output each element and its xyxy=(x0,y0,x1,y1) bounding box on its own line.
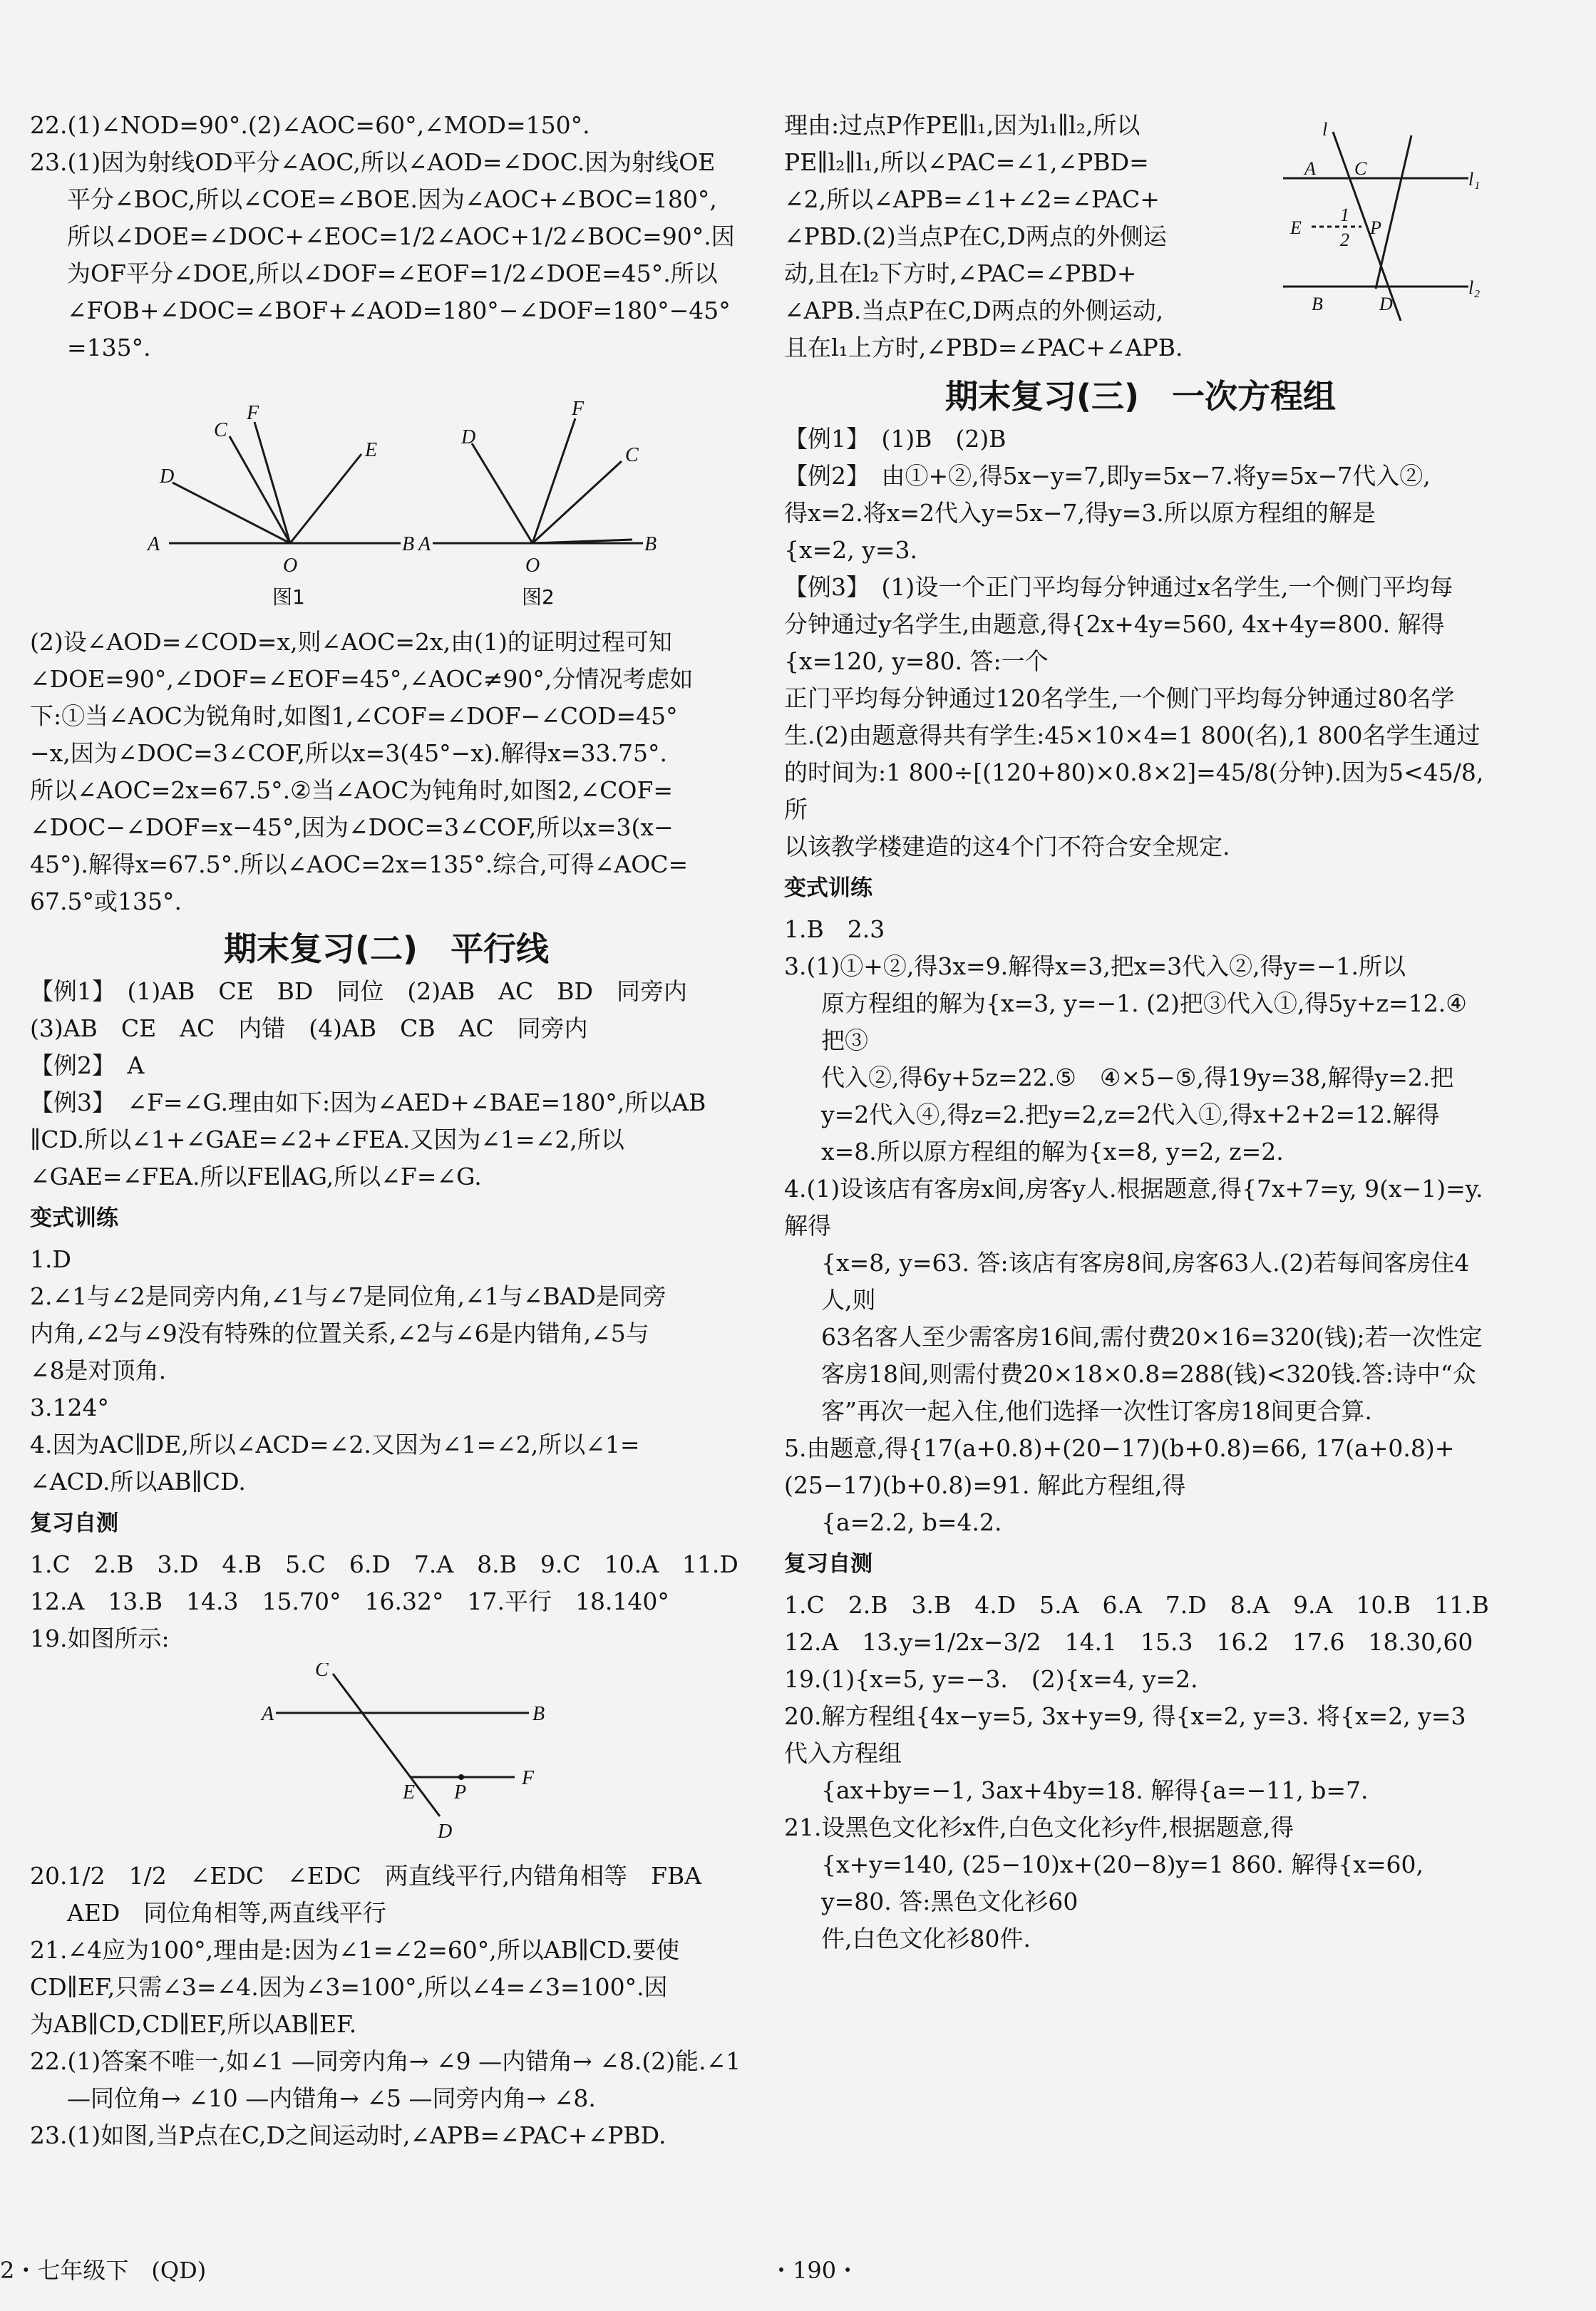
answer-22: 22.(1)∠NOD=90°.(2)∠AOC=60°,∠MOD=150°. xyxy=(30,111,590,139)
training-line: 内角,∠2与∠9没有特殊的位置关系,∠2与∠6是内错角,∠5与 xyxy=(30,1319,649,1347)
section-title: 期末复习(二) 平行线 xyxy=(223,930,550,968)
figure-label: F xyxy=(572,398,585,420)
training-line: 2.∠1与∠2是同旁内角,∠1与∠7是同位角,∠1与∠BAD是同旁 xyxy=(30,1282,666,1310)
training-line: x=8.所以原方程组的解为{x=8, y=2, z=2. xyxy=(821,1138,1284,1165)
training-line: 4.(1)设该店有客房x间,房客y人.根据题意,得{7x+7=y, 9(x−1)=y. 解得 xyxy=(784,1175,1483,1240)
answer-22b: 22.(1)答案不唯一,如∠1 —同旁内角→ ∠9 —内错角→ ∠8.(2)能.∠1 xyxy=(30,2047,741,2075)
subsection-title: 复习自测 xyxy=(784,1551,872,1577)
figure-label: l₁ xyxy=(1468,169,1481,190)
training-line: {a=2.2, b=4.2. xyxy=(821,1508,1002,1536)
training-line: 原方程组的解为{x=3, y=−1. (2)把③代入①,得5y+z=12.④ 把③ xyxy=(821,989,1491,1054)
answer-row: 1.C 2.B 3.B 4.D 5.A 6.A 7.D 8.A 9.A 10.B 11.B xyxy=(784,1591,1489,1619)
answer-23-line: 23.(1)因为射线OD平分∠AOC,所以∠AOD=∠DOC.因为射线OE xyxy=(30,148,716,176)
training-line: {x=8, y=63. 答:该店有客房8间,房客63人.(2)若每间客房住4人,则 xyxy=(821,1249,1470,1314)
training-line: 4.因为AC∥DE,所以∠ACD=∠2.又因为∠1=∠2,所以∠1= xyxy=(30,1431,640,1458)
answer-20: {ax+by=−1, 3ax+4by=18. 解得{a=−11, b=7. xyxy=(821,1776,1369,1804)
training-line: ∠8是对顶角. xyxy=(30,1357,167,1384)
figure-label: A xyxy=(1304,158,1316,179)
figure-label: B xyxy=(644,533,657,555)
answer-row: 12.A 13.y=1/2x−3/2 14.1 15.3 16.2 17.6 18.30,60 xyxy=(784,1628,1473,1656)
answer-23-2-line: ∠DOE=90°,∠DOF=∠EOF=45°,∠AOC≠90°,分情况考虑如 xyxy=(30,665,694,693)
training-line: 代入②,得6y+5z=22.⑤ ④×5−⑤,得19y=38,解得y=2.把 xyxy=(821,1064,1454,1091)
training-line: 客房18间,则需付费20×18×0.8=288(钱)<320钱.答:诗中“众 xyxy=(821,1360,1476,1388)
answer-22b: —同位角→ ∠10 —内错角→ ∠5 —同旁内角→ ∠8. xyxy=(67,2084,596,2112)
figure-label: F xyxy=(247,402,259,424)
example-line: ∥CD.所以∠1+∠GAE=∠2+∠FEA.又因为∠1=∠2,所以 xyxy=(30,1126,624,1153)
answer-21: CD∥EF,只需∠3=∠4.因为∠3=100°,所以∠4=∠3=100°.因 xyxy=(30,1973,668,2001)
answer-19: 19.(1){x=5, y=−3. (2){x=4, y=2. xyxy=(784,1665,1198,1693)
subsection-title: 变式训练 xyxy=(30,1205,118,1231)
figure-transversal xyxy=(1255,107,1490,321)
answer-23-line: 平分∠BOC,所以∠COE=∠BOE.因为∠AOC+∠BOC=180°, xyxy=(67,185,717,213)
answer-23-2-line: 下:①当∠AOC为锐角时,如图1,∠COF=∠DOF−∠COD=45° xyxy=(30,702,678,730)
footer-grade: 2・七年级下 (QD) xyxy=(0,2257,207,2284)
figure-caption: 图1 xyxy=(272,585,305,607)
training-line: 5.由题意,得{17(a+0.8)+(20−17)(b+0.8)=66, 17(a+0.8)+(25−17)(b+0.8)=91. 解此方程组,得 xyxy=(784,1434,1455,1499)
answer-23-2-line: 67.5°或135°. xyxy=(30,887,182,915)
example-line: ∠GAE=∠FEA.所以FE∥AG,所以∠F=∠G. xyxy=(30,1163,482,1190)
subsection-title: 复习自测 xyxy=(30,1510,118,1536)
answer-21: 为AB∥CD,CD∥EF,所以AB∥EF. xyxy=(30,2010,357,2038)
answer-23-line: 所以∠DOE=∠DOC+∠EOC=1/2∠AOC+1/2∠BOC=90°.因 xyxy=(67,222,735,250)
figure-label: B xyxy=(1312,294,1323,314)
figure-label: D xyxy=(160,465,175,488)
figure-label: O xyxy=(525,555,540,577)
training-line: 3.(1)①+②,得3x=9.解得x=3,把x=3代入②,得y=−1.所以 xyxy=(784,952,1406,980)
page-number: ・190・ xyxy=(770,2257,860,2284)
figure-label: 1 xyxy=(1340,205,1349,225)
answer-23-line: ∠FOB+∠DOC=∠BOF+∠AOD=180°−∠DOF=180°−45° xyxy=(67,297,731,324)
example-line: 得x=2.将x=2代入y=5x−7,得y=3.所以原方程组的解是 xyxy=(784,499,1376,527)
figure-label: F xyxy=(522,1767,535,1789)
example-line: 的时间为:1 800÷[(120+80)×0.8×2]=45/8(分钟).因为5<45/8,所 xyxy=(784,758,1484,823)
answer-23-line: =135°. xyxy=(67,334,151,361)
subsection-title: 变式训练 xyxy=(784,875,872,901)
figure-label: P xyxy=(454,1781,467,1803)
section-title: 期末复习(三) 一次方程组 xyxy=(944,377,1337,416)
example-line: 【例2】 由①+②,得5x−y=7,即y=5x−7.将y=5x−7代入②, xyxy=(784,462,1431,490)
training-line: ∠ACD.所以AB∥CD. xyxy=(30,1468,246,1496)
figure-label: l₂ xyxy=(1468,277,1481,298)
answer-23-2-line: 所以∠AOC=2x=67.5°.②当∠AOC为钝角时,如图2,∠COF= xyxy=(30,776,674,804)
reason-line: 动,且在l₂下方时,∠PAC=∠PBD+ xyxy=(784,259,1137,287)
figure-label: E xyxy=(1290,217,1302,238)
answer-23-2-line: (2)设∠AOD=∠COD=x,则∠AOC=2x,由(1)的证明过程可知 xyxy=(30,628,672,656)
answer-23-2-line: −x,因为∠DOC=3∠COF,所以x=3(45°−x).解得x=33.75°. xyxy=(30,739,667,767)
figure-label: A xyxy=(148,533,160,555)
reason-line: ∠2,所以∠APB=∠1+∠2=∠PAC+ xyxy=(784,185,1160,213)
figure-label: l xyxy=(1322,119,1328,140)
training-line: 1.D xyxy=(30,1245,71,1273)
answer-21: 件,白色文化衫80件. xyxy=(821,1925,1031,1952)
training-line: 63名客人至少需客房16间,需付费20×16=320(钱);若一次性定 xyxy=(821,1323,1483,1351)
answer-23-2-line: 45°).解得x=67.5°.所以∠AOC=2x=135°.综合,可得∠AOC= xyxy=(30,850,689,878)
figure-label: A xyxy=(418,533,431,555)
answer-20: AED 同位角相等,两直线平行 xyxy=(67,1899,386,1927)
figure-label: C xyxy=(214,419,227,441)
figure-label: 2 xyxy=(1340,230,1349,250)
example-line: (3)AB CE AC 内错 (4)AB CB AC 同旁内 xyxy=(30,1014,588,1042)
figure-label: B xyxy=(532,1703,545,1725)
example-line: 【例3】 ∠F=∠G.理由如下:因为∠AED+∠BAE=180°,所以AB xyxy=(30,1088,706,1116)
figure-label: A xyxy=(262,1703,274,1725)
figure-label: O xyxy=(283,555,298,577)
figure-label: C xyxy=(1354,158,1367,179)
figure-caption: 图2 xyxy=(522,585,555,607)
figure-label: P xyxy=(1370,217,1381,238)
figure-label: D xyxy=(461,426,476,448)
figure-angles xyxy=(30,372,743,607)
figure-label: C xyxy=(625,444,639,466)
example-line: 正门平均每分钟通过120名学生,一个侧门平均每分钟通过80名学 xyxy=(784,684,1455,712)
reason-line: ∠PBD.(2)当点P在C,D两点的外侧运 xyxy=(784,222,1167,250)
answer-19: 19.如图所示: xyxy=(30,1625,170,1652)
example-line: 生.(2)由题意得共有学生:45×10×4=1 800(名),1 800名学生通过 xyxy=(784,721,1481,749)
answer-23b: 23.(1)如图,当P点在C,D之间运动时,∠APB=∠PAC+∠PBD. xyxy=(30,2121,666,2149)
training-line: 1.B 2.3 xyxy=(784,915,885,943)
figure-label: E xyxy=(403,1781,416,1803)
figure-label: E xyxy=(365,439,378,461)
answer-23-line: 为OF平分∠DOE,所以∠DOF=∠EOF=1/2∠DOE=45°.所以 xyxy=(67,259,718,287)
answer-21: 21.∠4应为100°,理由是:因为∠1=∠2=60°,所以AB∥CD.要使 xyxy=(30,1936,680,1964)
reason-line: 理由:过点P作PE∥l₁,因为l₁∥l₂,所以 xyxy=(784,111,1141,139)
example-line: 【例1】 (1)AB CE BD 同位 (2)AB AC BD 同旁内 xyxy=(30,977,687,1005)
training-line: 3.124° xyxy=(30,1394,109,1421)
training-line: 客”再次一起入住,他们选择一次性订客房18间更合算. xyxy=(821,1397,1372,1425)
figure-label: D xyxy=(1379,294,1393,314)
answer-21: 21.设黑色文化衫x件,白色文化衫y件,根据题意,得 xyxy=(784,1813,1294,1841)
training-line: y=2代入④,得z=2.把y=2,z=2代入①,得x+2+2=12.解得 xyxy=(821,1101,1440,1128)
answer-20: 20.解方程组{4x−y=5, 3x+y=9, 得{x=2, y=3. 将{x=2, y=3 代入方程组 xyxy=(784,1702,1466,1767)
right-column xyxy=(784,107,1497,1957)
reason-block xyxy=(784,107,1497,368)
example-line: 以该教学楼建造的这4个门不符合安全规定. xyxy=(784,833,1230,860)
figure-label: D xyxy=(438,1821,453,1841)
reason-line: PE∥l₂∥l₁,所以∠PAC=∠1,∠PBD= xyxy=(784,148,1149,176)
answer-20: 20.1/2 1/2 ∠EDC ∠EDC 两直线平行,内错角相等 FBA xyxy=(30,1862,702,1890)
left-column xyxy=(30,107,743,2154)
figure-label: C xyxy=(315,1663,329,1681)
example-line: 【例2】 A xyxy=(30,1051,145,1079)
answer-row: 1.C 2.B 3.D 4.B 5.C 6.D 7.A 8.B 9.C 10.A 11.D xyxy=(30,1550,738,1578)
example-line: 【例1】 (1)B (2)B xyxy=(784,425,1006,453)
reason-line: ∠APB.当点P在C,D两点的外侧运动, xyxy=(784,297,1164,324)
example-line: 分钟通过y名学生,由题意,得{2x+4y=560, 4x+4y=800. 解得{x=120, y=80. 答:一个 xyxy=(784,610,1445,675)
answer-row: 12.A 13.B 14.3 15.70° 16.32° 17.平行 18.140° xyxy=(30,1587,669,1615)
answer-21: {x+y=140, (25−10)x+(20−8)y=1 860. 解得{x=60, y=80. 答:黑色文化衫60 xyxy=(821,1851,1424,1915)
figure-label: B xyxy=(402,533,415,555)
figure-parallel xyxy=(30,1663,743,1841)
example-line: 【例3】 (1)设一个正门平均每分钟通过x名学生,一个侧门平均每 xyxy=(784,573,1453,601)
reason-line: 且在l₁上方时,∠PBD=∠PAC+∠APB. xyxy=(784,334,1183,361)
answer-23-2-line: ∠DOC−∠DOF=x−45°,因为∠DOC=3∠COF,所以x=3(x− xyxy=(30,813,674,841)
example-line: {x=2, y=3. xyxy=(784,536,918,564)
